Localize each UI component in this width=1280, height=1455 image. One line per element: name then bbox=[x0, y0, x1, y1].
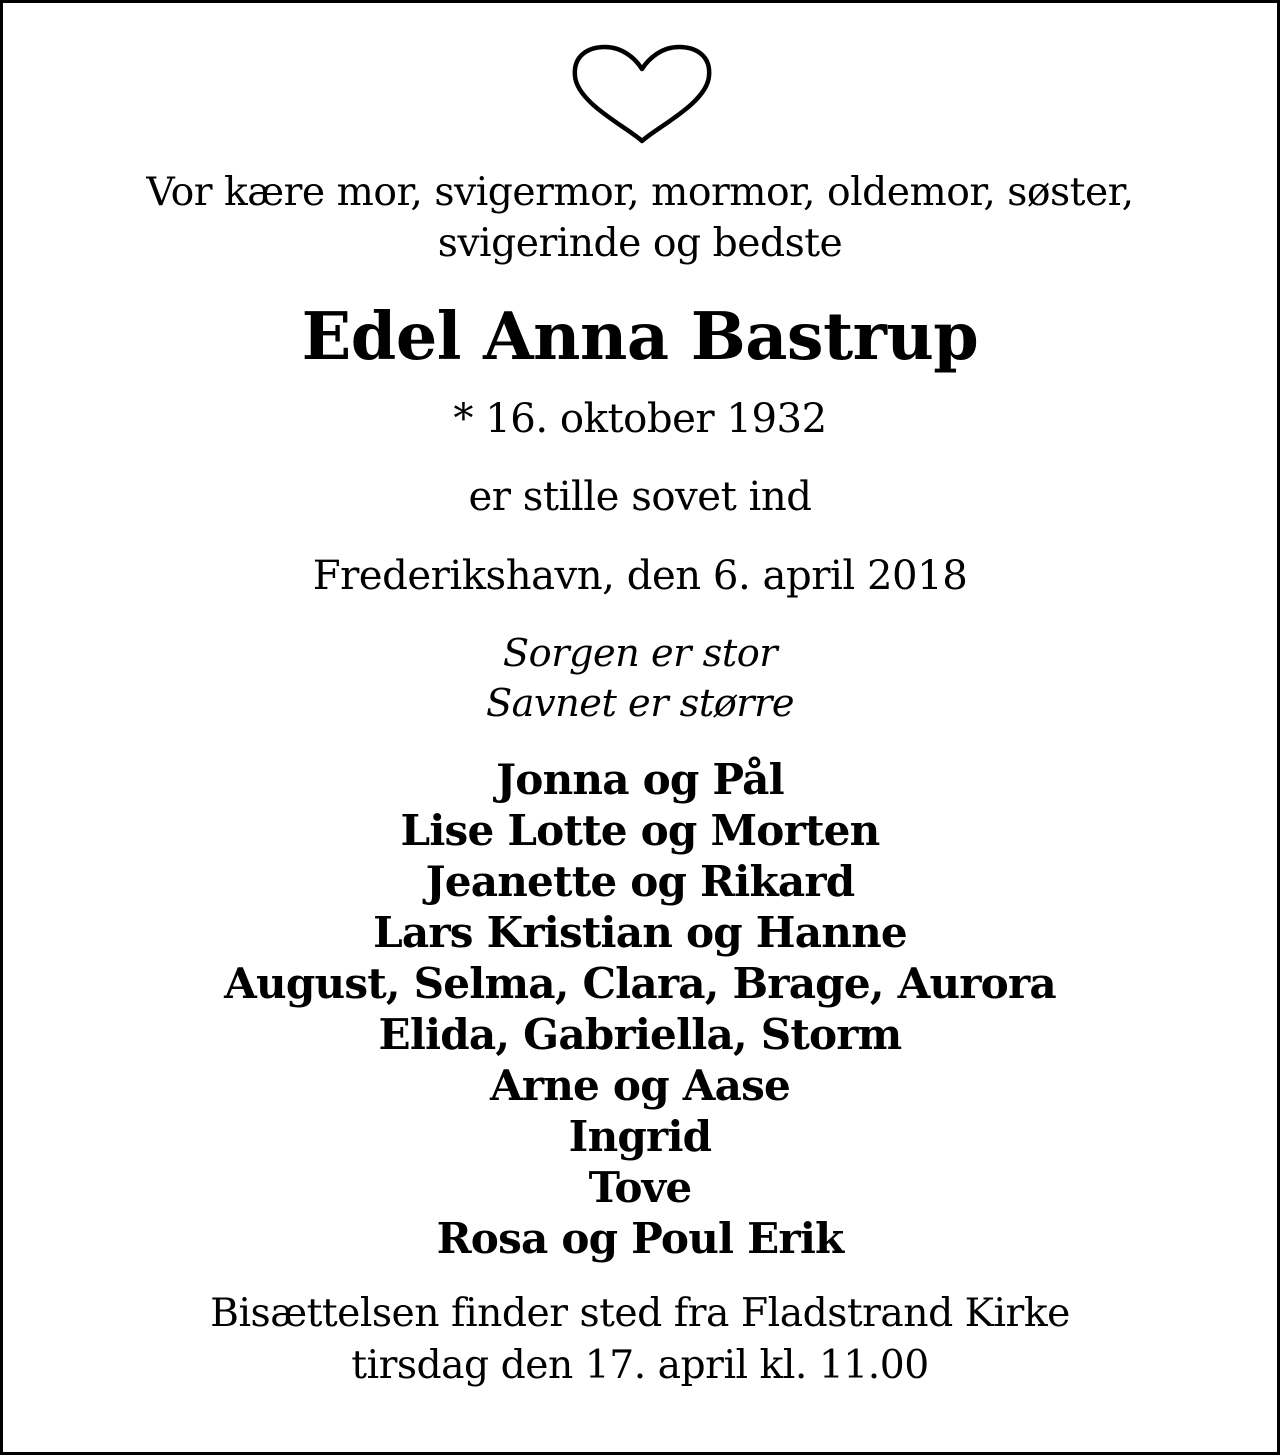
family-line: Ingrid bbox=[568, 1111, 712, 1161]
birth-date: * 16. oktober 1932 bbox=[453, 396, 827, 442]
verse-line-1: Sorgen er stor bbox=[502, 631, 778, 676]
family-line: Jonna og Pål bbox=[496, 754, 784, 804]
funeral-info-line-1: Bisættelsen finder sted fra Fladstrand Kirke bbox=[210, 1291, 1070, 1336]
family-line: Lars Kristian og Hanne bbox=[373, 907, 907, 957]
family-line: Rosa og Poul Erik bbox=[436, 1213, 844, 1263]
place-date: Frederikshavn, den 6. april 2018 bbox=[312, 553, 968, 599]
family-line: Arne og Aase bbox=[489, 1060, 791, 1110]
family-line: Elida, Gabriella, Storm bbox=[378, 1009, 902, 1059]
family-line: Jeanette og Rikard bbox=[425, 856, 855, 906]
intro-line-2: svigerinde og bedste bbox=[437, 221, 843, 266]
funeral-info-line-2: tirsdag den 17. april kl. 11.00 bbox=[351, 1343, 929, 1388]
family-line: Tove bbox=[588, 1162, 692, 1212]
intro-line-1: Vor kære mor, svigermor, mormor, oldemor, søster, bbox=[146, 170, 1134, 215]
heart-outline-icon bbox=[567, 43, 717, 147]
family-line: August, Selma, Clara, Brage, Aurora bbox=[224, 958, 1056, 1008]
passed-text: er stille sovet ind bbox=[468, 474, 812, 520]
deceased-name: Edel Anna Bastrup bbox=[301, 299, 979, 375]
verse-line-2: Savnet er større bbox=[485, 681, 795, 726]
family-line: Lise Lotte og Morten bbox=[400, 805, 880, 855]
